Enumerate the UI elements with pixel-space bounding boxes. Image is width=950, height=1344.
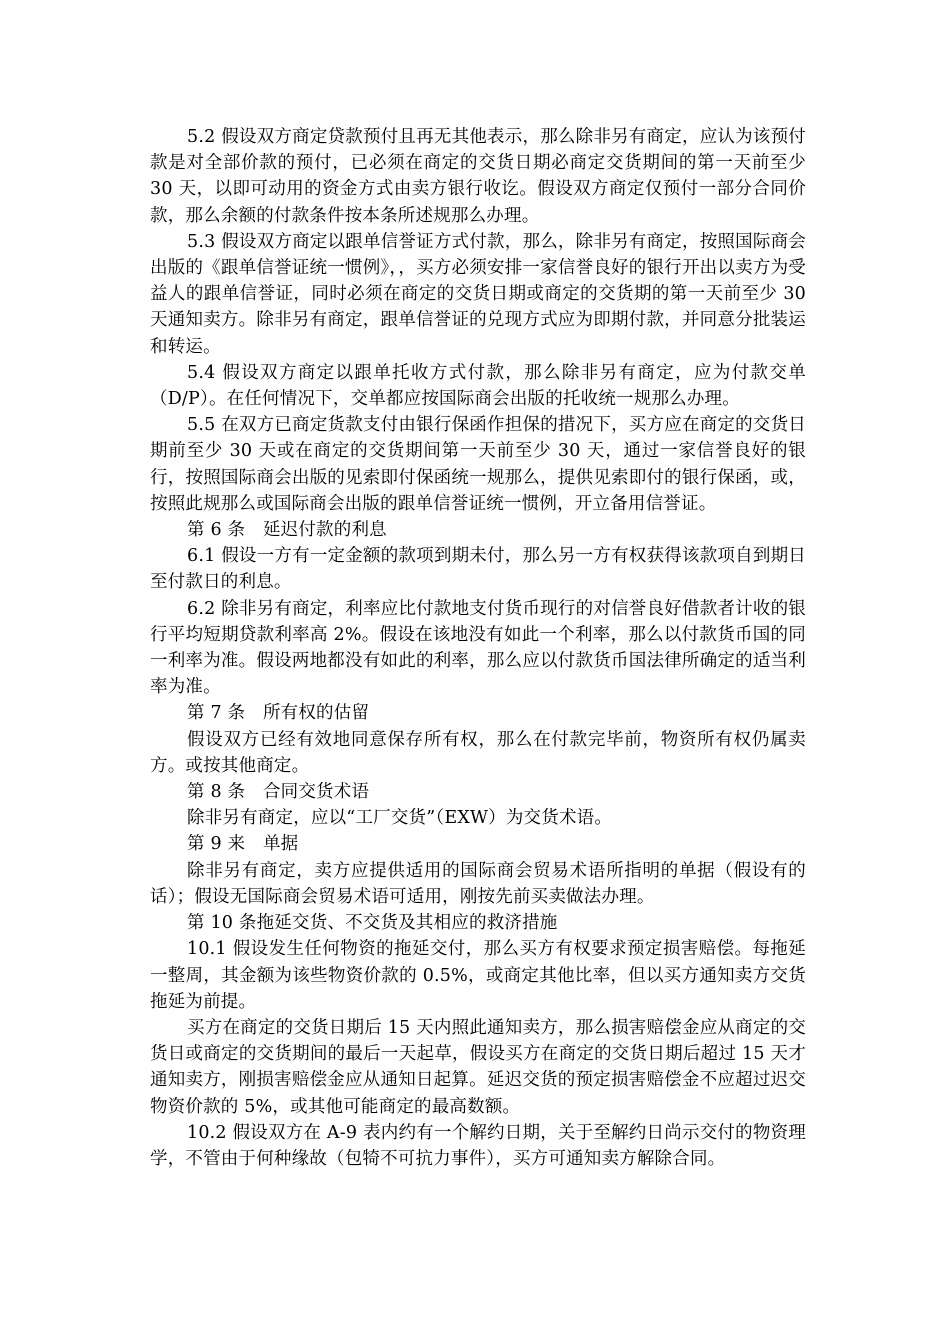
document-body — [150, 124, 806, 1172]
article-9-heading: 第 9 来 单据 — [187, 834, 299, 855]
clause-5-3: 5.3 假设双方商定以跟单信誉证方式付款，那么，除非另有商定，按照国际商会出版的《跟单信誉证统一惯例》，，买方必须安排一家信誉良好的银行开出以卖方为受益人的跟单信誉证，同时必须在商定的交货日期或商定的交货期的第一天前至少 30 天通知卖方。除非另有商定，跟单信誉证的兑现方式应为即期付款，并同意分批装运和转运。 — [150, 231, 806, 357]
clause-10-2: 10.2 假设双方在 A-9 表内约有一个解约日期，关于至解约日尚示交付的物资理学，不管由于何种缘故（包犄不可抗力事件），买方可通知卖方解除合同。 — [150, 1122, 806, 1169]
article-9-body: 除非另有商定，卖方应提供适用的国际商会贸易术语所指明的单据（假设有的话）；假设无国际商会贸易术语可适用，刚按先前买卖做法办理。 — [150, 860, 806, 907]
article-7-heading: 第 7 条 所有权的估留 — [187, 703, 370, 724]
clause-6-2: 6.2 除非另有商定，利率应比付款地支付货币现行的对信誉良好借款者计收的银行平均短期贷款利率高 2%。假设在该地没有如此一个利率，那么以付款货币国的同一利率为准。假设两地都没有如此的利率，那么应以付款货币国法律所确定的适当利率为准。 — [150, 598, 806, 698]
article-7-body: 假设双方已经有效地同意保存所有权，那么在付款完毕前，物资所有权仍属卖方。或按其他商定。 — [150, 729, 806, 776]
clause-6-1: 6.1 假设一方有一定金额的款项到期未付，那么另一方有权获得该款项自到期日至付款日的利息。 — [150, 546, 806, 593]
clause-5-5: 5.5 在双方已商定货款支付由银行保函作担保的措况下，买方应在商定的交货日期前至少 30 天或在商定的交货期间第一天前至少 30 天，通过一家信誉良好的银行，按照国际商会出版的见索即付保函统一规那么，提供见索即付的银行保函，或，按照此规那么或国际商会出版的跟单信誉证统一惯例，开立备用信誉证。 — [150, 415, 806, 514]
clause-5-4: 5.4 假设双方商定以跟单托收方式付款，那么除非另有商定，应为付款交单（D/P）。在任何情况下，交单都应按国际商会出版的托收统一规那么办理。 — [150, 362, 806, 410]
article-8-heading: 第 8 条 合同交货术语 — [187, 782, 370, 803]
clause-10-1-continued: 买方在商定的交货日期后 15 天内照此通知卖方，那么损害赔偿金应从商定的交货日或商定的交货期间的最后一天起草，假设买方在商定的交货日期后超过 15 天才通知卖方，刚损害赔偿金应从通知日起算。延迟交货的预定损害赔偿金不应超过迟交物资价款的 5%，或其他可能商定的最高数额。 — [150, 1017, 806, 1117]
clause-5-2: 5.2 假设双方商定贷款预付且再无其他表示，那么除非另有商定，应认为该预付款是对全部价款的预付，已必须在商定的交货日期必商定交货期间的第一天前至少 30 天，以即可动用的资金方式由卖方银行收讫。假设双方商定仅预付一部分合同价款，那么余额的付款条件按本条所述规那么办理。 — [150, 127, 806, 226]
article-6-heading: 第 6 条 延迟付款的利息 — [187, 520, 387, 541]
article-10-heading: 第 10 条拖延交货、不交货及其相应的救济措施 — [187, 913, 558, 934]
article-8-body: 除非另有商定，应以“工厂交货”（EXW）为交货术语。 — [187, 808, 613, 829]
clause-10-1: 10.1 假设发生任何物资的拖延交付，那么买方有权要求预定损害赔偿。每拖延一整周，其金额为该些物资价款的 0.5%，或商定其他比率，但以买方通知卖方交货拖延为前提。 — [150, 939, 806, 1012]
